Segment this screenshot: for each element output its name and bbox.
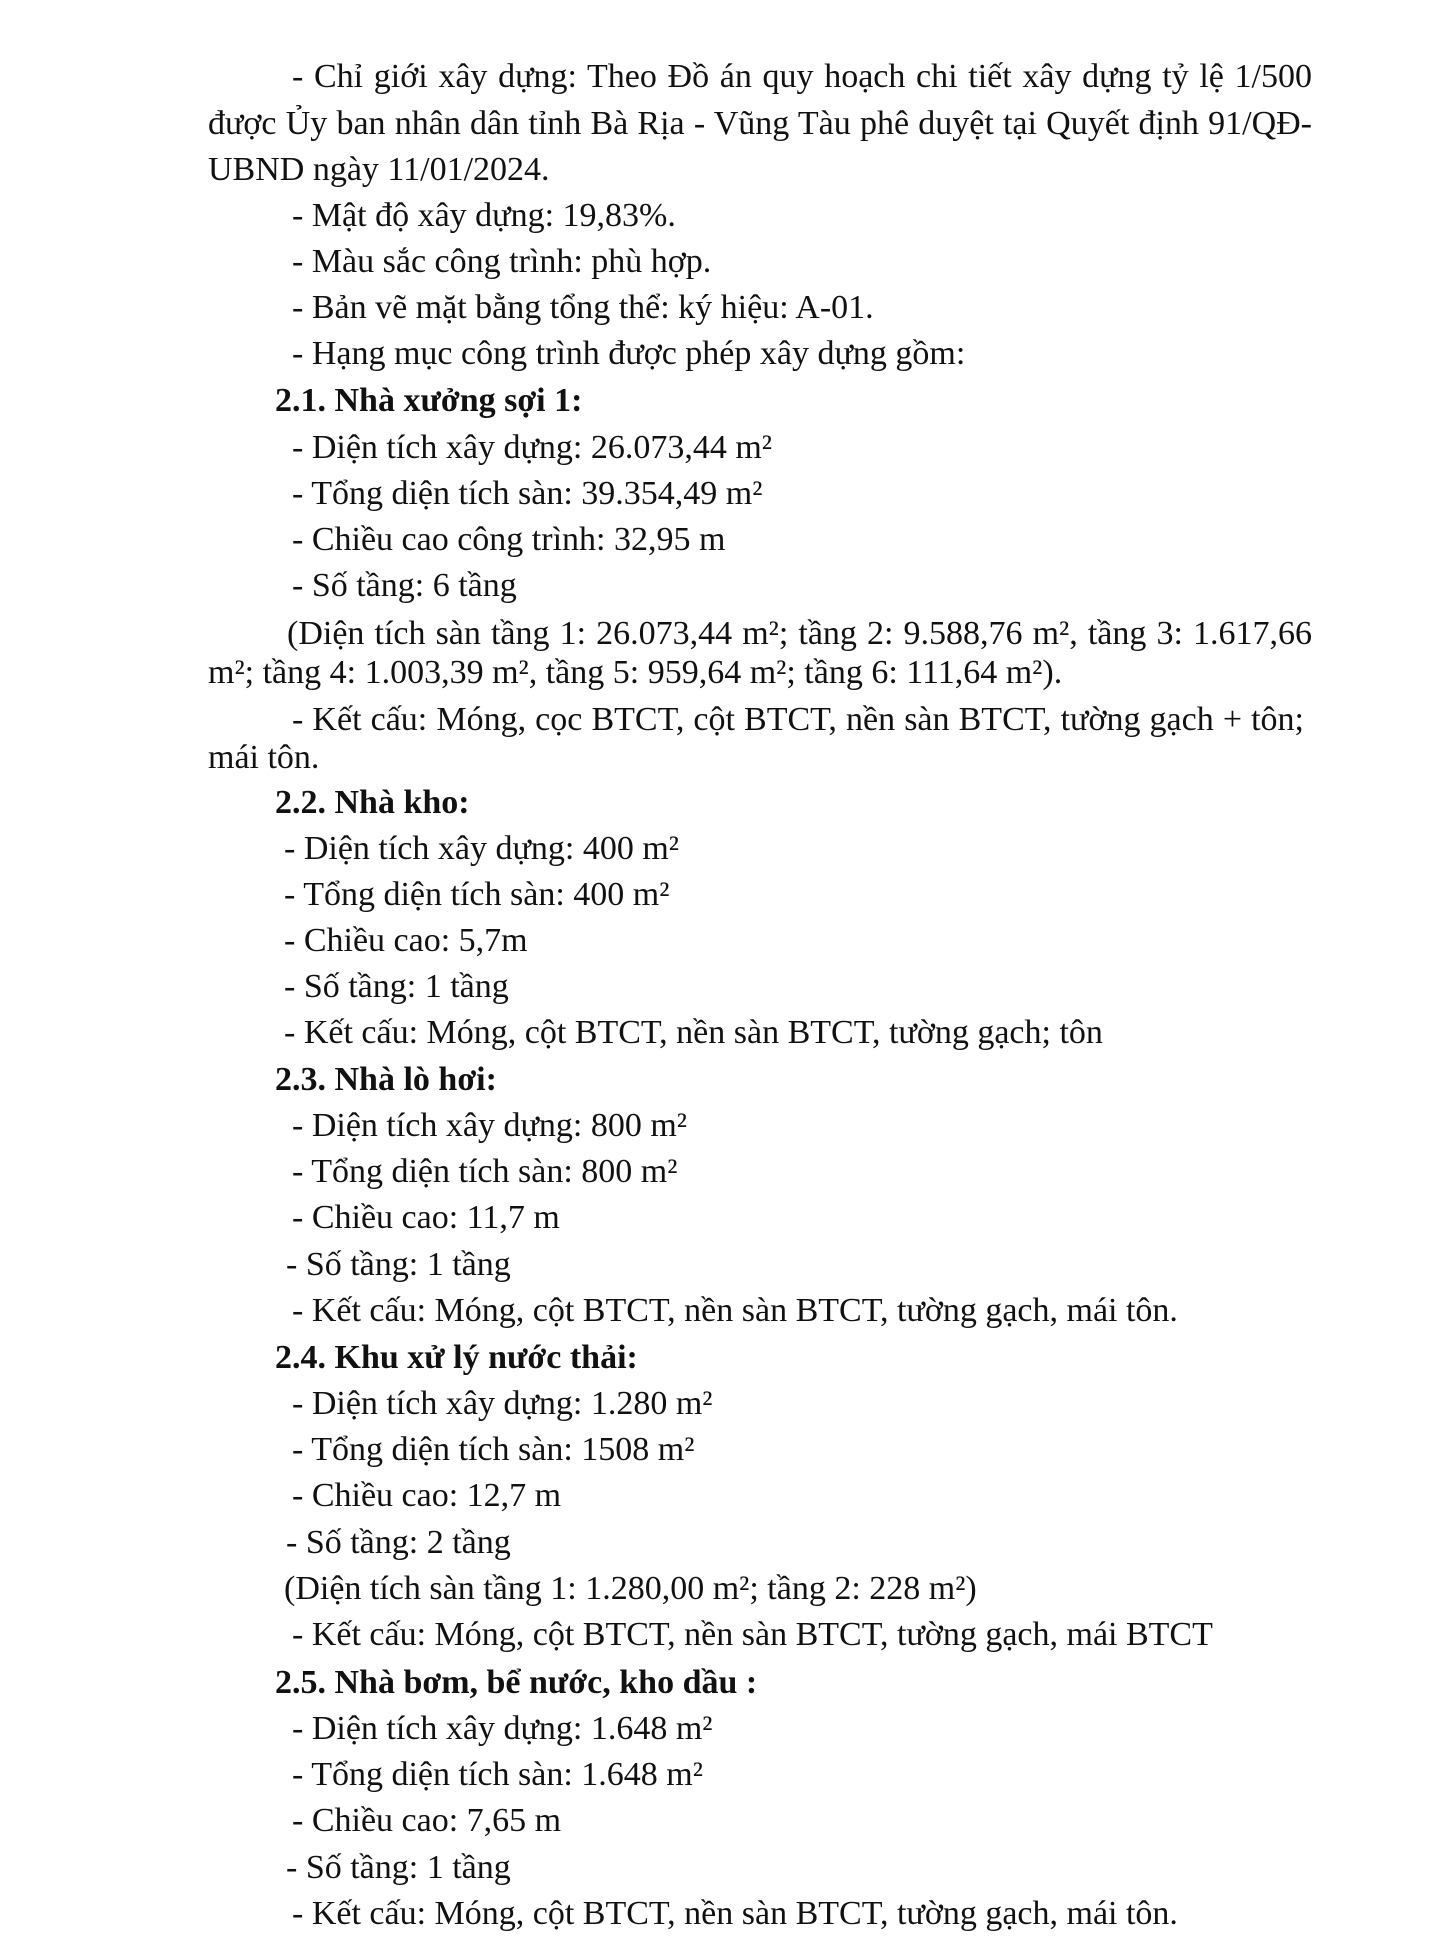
s25-ket-cau: - Kết cấu: Móng, cột BTCT, nền sàn BTCT, tường gạch, mái tôn. <box>292 1895 1178 1932</box>
s21-san-line-1: (Diện tích sàn tầng 1: 26.073,44 m²; tầng 2: 9.588,76 m², tầng 3: 1.617,66 <box>287 615 1312 652</box>
s21-tong-san: - Tổng diện tích sàn: 39.354,49 m² <box>292 475 763 512</box>
s21-dien-tich: - Diện tích xây dựng: 26.073,44 m² <box>292 429 773 466</box>
s23-tong-san: - Tổng diện tích sàn: 800 m² <box>292 1153 678 1190</box>
s22-chieu-cao: - Chiều cao: 5,7m <box>284 922 528 959</box>
chi-gioi-line-2: được Ủy ban nhân dân tỉnh Bà Rịa - Vũng Tàu phê duyệt tại Quyết định 91/QĐ- <box>208 105 1312 142</box>
s25-dien-tich: - Diện tích xây dựng: 1.648 m² <box>292 1710 713 1747</box>
s24-chieu-cao: - Chiều cao: 12,7 m <box>292 1477 562 1514</box>
hang-muc-cong-trinh: - Hạng mục công trình được phép xây dựng gồm: <box>292 335 966 372</box>
chi-gioi-line-3: UBND ngày 11/01/2024. <box>208 151 550 188</box>
s23-ket-cau: - Kết cấu: Móng, cột BTCT, nền sàn BTCT, tường gạch, mái tôn. <box>292 1292 1178 1329</box>
section-2-3-heading: 2.3. Nhà lò hơi: <box>275 1061 497 1098</box>
chi-gioi-line-1: - Chỉ giới xây dựng: Theo Đồ án quy hoạch chi tiết xây dựng tỷ lệ 1/500 <box>292 58 1312 95</box>
s22-tong-san: - Tổng diện tích sàn: 400 m² <box>284 876 670 913</box>
s25-so-tang: - Số tầng: 1 tầng <box>286 1849 511 1886</box>
s21-so-tang: - Số tầng: 6 tầng <box>292 567 517 604</box>
ban-ve-mat-bang: - Bản vẽ mặt bằng tổng thể: ký hiệu: A-01. <box>292 289 874 326</box>
section-2-2-heading: 2.2. Nhà kho: <box>275 784 470 821</box>
s25-chieu-cao: - Chiều cao: 7,65 m <box>292 1802 562 1839</box>
s24-san: (Diện tích sàn tầng 1: 1.280,00 m²; tầng 2: 228 m²) <box>284 1570 977 1607</box>
s21-ket-cau-line-2: mái tôn. <box>208 739 320 776</box>
s21-san-line-2: m²; tầng 4: 1.003,39 m², tầng 5: 959,64 m²; tầng 6: 111,64 m²). <box>208 654 1063 691</box>
s21-chieu-cao: - Chiều cao công trình: 32,95 m <box>292 521 726 558</box>
s24-so-tang: - Số tầng: 2 tầng <box>286 1524 511 1561</box>
section-2-1-heading: 2.1. Nhà xưởng sợi 1: <box>275 382 583 419</box>
s24-ket-cau: - Kết cấu: Móng, cột BTCT, nền sàn BTCT, tường gạch, mái BTCT <box>292 1616 1213 1653</box>
mat-do-xay-dung: - Mật độ xây dựng: 19,83%. <box>292 197 676 234</box>
s25-tong-san: - Tổng diện tích sàn: 1.648 m² <box>292 1756 703 1793</box>
mau-sac-cong-trinh: - Màu sắc công trình: phù hợp. <box>292 243 712 280</box>
s24-dien-tich: - Diện tích xây dựng: 1.280 m² <box>292 1385 713 1422</box>
s22-so-tang: - Số tầng: 1 tầng <box>284 968 509 1005</box>
section-2-4-heading: 2.4. Khu xử lý nước thải: <box>275 1339 638 1376</box>
s24-tong-san: - Tổng diện tích sàn: 1508 m² <box>292 1431 695 1468</box>
s21-ket-cau-line-1: - Kết cấu: Móng, cọc BTCT, cột BTCT, nền sàn BTCT, tường gạch + tôn; <box>292 701 1304 738</box>
s22-dien-tich: - Diện tích xây dựng: 400 m² <box>284 830 680 867</box>
s23-so-tang: - Số tầng: 1 tầng <box>286 1246 511 1283</box>
s22-ket-cau: - Kết cấu: Móng, cột BTCT, nền sàn BTCT, tường gạch; tôn <box>284 1014 1103 1051</box>
section-2-5-heading: 2.5. Nhà bơm, bể nước, kho dầu : <box>275 1664 758 1701</box>
s23-chieu-cao: - Chiều cao: 11,7 m <box>292 1199 560 1236</box>
s23-dien-tich: - Diện tích xây dựng: 800 m² <box>292 1107 688 1144</box>
